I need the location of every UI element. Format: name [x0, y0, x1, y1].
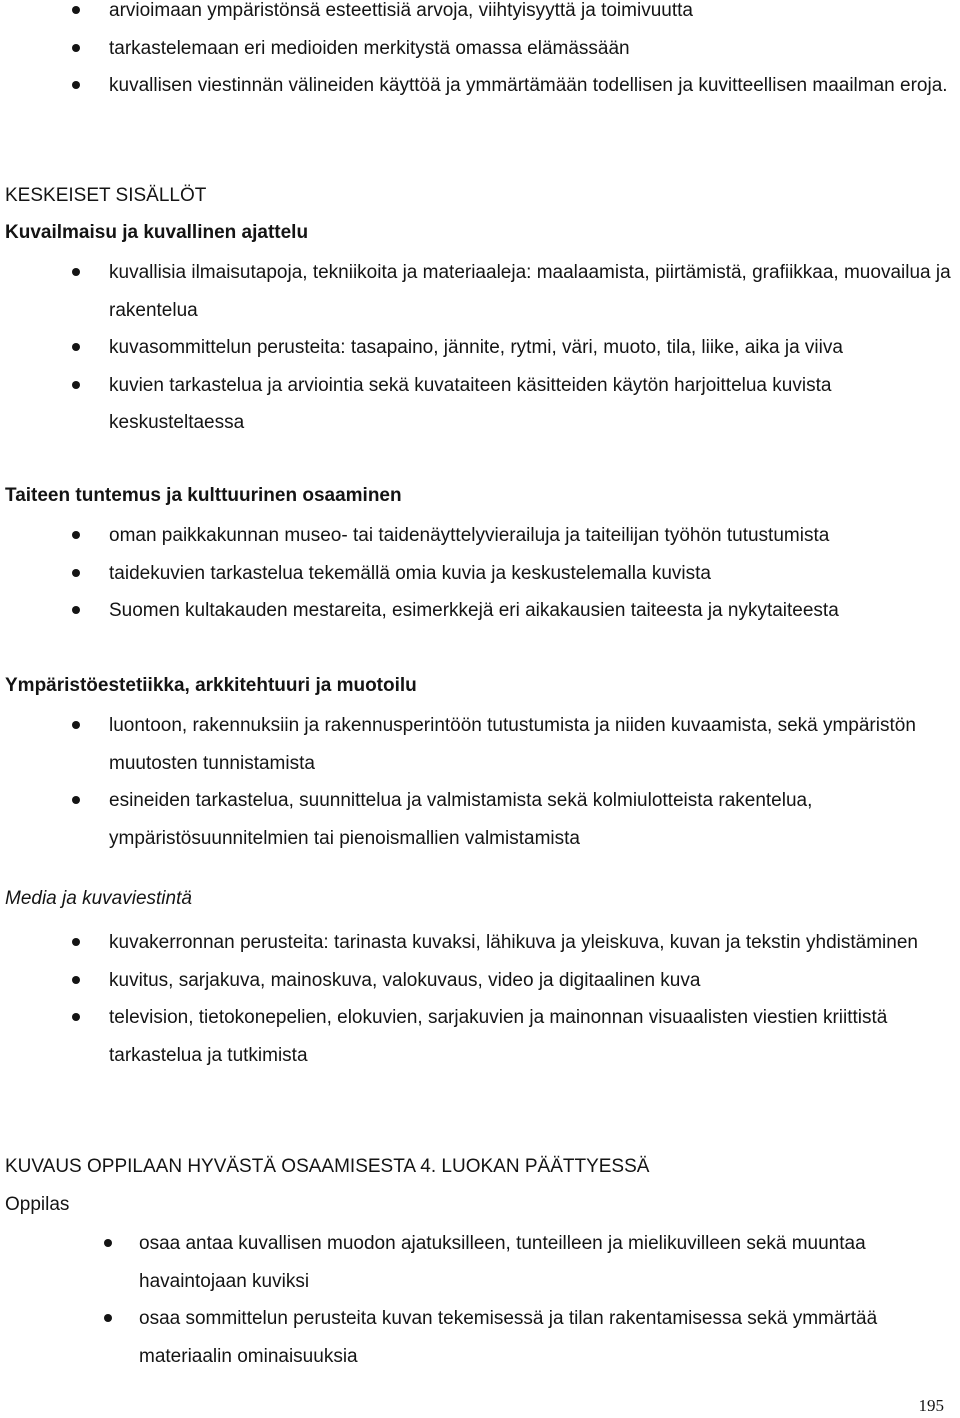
list-item-text: arvioimaan ympäristönsä esteettisiä arvoja, viihtyisyyttä ja toimivuutta [109, 0, 693, 21]
list-item [0, 707, 960, 782]
list-item-text: osaa antaa kuvallisen muodon ajatuksilleen, tunteilleen ja mielikuvilleen sekä muuntaa havaintojaan kuviksi [139, 1233, 866, 1292]
kuvailmaisu-list [0, 254, 960, 442]
bullet-icon [72, 938, 80, 946]
list-item [0, 30, 960, 68]
list-item-text: oman paikkakunnan museo- tai taidenäyttelyvierailuja ja taiteilijan työhön tutustumista [109, 525, 830, 546]
section-heading-keskeiset: KESKEISET SISÄLLÖT [5, 185, 207, 206]
list-item [0, 555, 960, 593]
list-item [0, 1300, 960, 1375]
list-item-text: kuvitus, sarjakuva, mainoskuva, valokuvaus, video ja digitaalinen kuva [109, 969, 701, 991]
page-number: 195 [918, 1396, 944, 1415]
list-item-text: television, tietokonepelien, elokuvien, sarjakuvien ja mainonnan visuaalisten viestien kriittistä tarkastelua ja tutkimista [109, 1007, 888, 1066]
bullet-icon [72, 1013, 80, 1021]
list-item [0, 592, 960, 630]
list-item [0, 962, 960, 1000]
list-item [0, 367, 960, 442]
list-item [0, 254, 960, 329]
bullet-icon [72, 569, 80, 577]
bullet-icon [104, 1239, 112, 1247]
list-item [0, 782, 960, 857]
list-item-text: tarkastelemaan eri medioiden merkitystä omassa elämässään [109, 37, 630, 59]
list-item [0, 329, 960, 367]
list-item [0, 517, 960, 555]
list-item-text: kuvasommittelun perusteita: tasapaino, jännite, rytmi, väri, muoto, tila, liike, aika ja viiva [109, 337, 843, 358]
list-item-text: esineiden tarkastelua, suunnittelua ja valmistamista sekä kolmiulotteista rakentelua, ympäristösuunnitelmien tai pienoismallien valmistamista [109, 790, 813, 849]
bullet-icon [72, 81, 80, 89]
list-item-text: osaa sommittelun perusteita kuvan tekemisessä ja tilan rakentamisessa sekä ymmärtää materiaalin ominaisuuksia [139, 1308, 878, 1367]
list-item-text: luontoon, rakennuksiin ja rakennusperintöön tutustumista ja niiden kuvaamista, sekä ympäristön muutosten tunnistamista [109, 715, 916, 774]
bullet-icon [72, 44, 80, 52]
media-list [0, 924, 960, 1074]
list-item-text: Suomen kultakauden mestareita, esimerkkejä eri aikakausien taiteesta ja nykytaiteesta [109, 600, 839, 621]
bullet-icon [72, 6, 80, 14]
bullet-icon [72, 606, 80, 614]
bullet-icon [72, 796, 80, 804]
bullet-icon [72, 381, 80, 389]
list-item-text: kuvallisia ilmaisutapoja, tekniikoita ja materiaaleja: maalaamista, piirtämistä, grafiikkaa, muovailua ja rakentelua [109, 262, 951, 321]
taiteen-list [0, 517, 960, 630]
bullet-icon [72, 721, 80, 729]
list-item [0, 67, 960, 105]
list-item [0, 0, 960, 30]
subheading-taiteen: Taiteen tuntemus ja kulttuurinen osaaminen [5, 485, 402, 506]
bullet-icon [72, 268, 80, 276]
list-item-text: kuvallisen viestinnän välineiden käyttöä ja ymmärtämään todellisen ja kuvitteellisen maailman eroja. [109, 75, 948, 96]
oppilas-list [0, 1225, 960, 1375]
subheading-kuvailmaisu: Kuvailmaisu ja kuvallinen ajattelu [5, 222, 309, 243]
list-item-text: kuvien tarkastelua ja arviointia sekä kuvataiteen käsitteiden käytön harjoittelua kuvista keskusteltaessa [109, 374, 832, 433]
subheading-media: Media ja kuvaviestintä [5, 888, 192, 909]
list-item [0, 924, 960, 962]
bullet-icon [72, 343, 80, 351]
subheading-ymparisto: Ympäristöestetiikka, arkkitehtuuri ja muotoilu [5, 675, 417, 696]
bullet-icon [72, 531, 80, 539]
bullet-icon [104, 1314, 112, 1322]
subheading-oppilas: Oppilas [5, 1194, 70, 1215]
list-item [0, 1225, 960, 1300]
list-item-text: taidekuvien tarkastelua tekemällä omia kuvia ja keskustelemalla kuvista [109, 562, 711, 584]
list-item [0, 999, 960, 1074]
ymparisto-list [0, 707, 960, 857]
intro-list [0, 0, 960, 105]
list-item-text: kuvakerronnan perusteita: tarinasta kuvaksi, lähikuva ja yleiskuva, kuvan ja tekstin yhdistäminen [109, 932, 918, 953]
bullet-icon [72, 976, 80, 984]
section-heading-kuvaus: KUVAUS OPPILAAN HYVÄSTÄ OSAAMISESTA 4. LUOKAN PÄÄTTYESSÄ [5, 1156, 650, 1177]
